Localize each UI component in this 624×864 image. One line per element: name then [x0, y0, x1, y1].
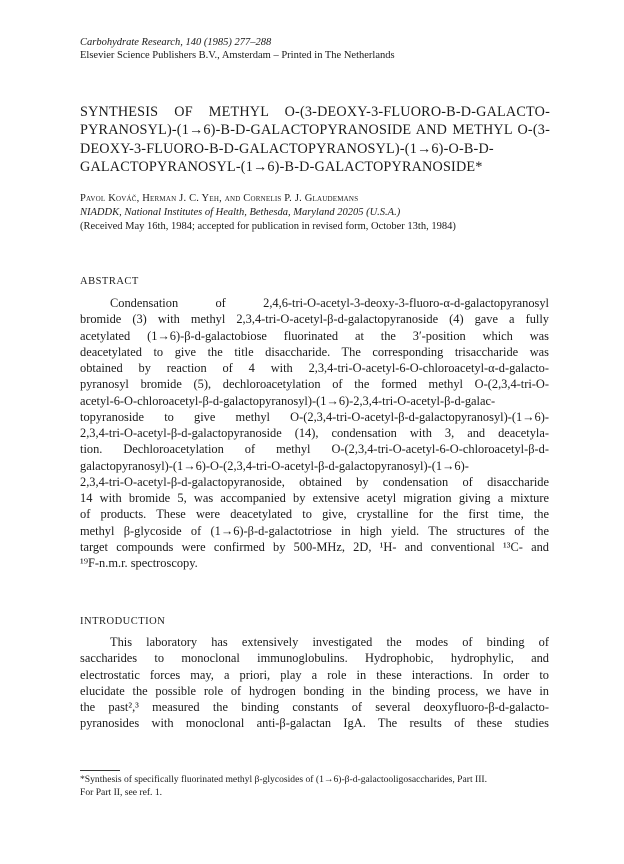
abstract-line: target compounds were confirmed by 500-MHz, 2D, ¹H- and conventional ¹³C- and: [80, 539, 549, 554]
abstract-line: methyl β-glycoside of (1→6)-β-d-galactotriose in high yield. The structures of the: [80, 523, 549, 538]
intro-line: pyranosides with monoclonal anti-β-galactan IgA. The results of these studies: [80, 716, 549, 731]
abstract-line: galactopyranosyl)-(1→6)-O-(2,3,4-tri-O-acetyl-β-d-galactopyranosyl)-(1→6)-: [80, 458, 469, 473]
abstract-heading: ABSTRACT: [80, 276, 139, 287]
intro-line: saccharides to monoclonal immunoglobulins. Hydrophobic, hydrophylic, and: [80, 651, 549, 666]
abstract-line: acetyl-6-O-chloroacetyl-β-d-galactopyranosyl)-(1→6)-2,3,4-tri-O-acetyl-β-d-galac-: [80, 393, 496, 408]
received-dates: (Received May 16th, 1984; accepted for publication in revised form, October 13th, 1984): [80, 221, 456, 232]
footnote-rule: [80, 770, 120, 771]
abstract-line: 14 with bromide 5, was accompanied by extensive acetyl migration giving a mixture: [80, 491, 549, 505]
journal-citation: Carbohydrate Research, 140 (1985) 277–288: [80, 37, 272, 48]
intro-line: the past²,³ measured the binding constants of several deoxyfluoro-β-d-galacto-: [80, 700, 549, 714]
footnote-line: For Part II, see ref. 1.: [80, 787, 163, 798]
abstract-line: 2,3,4-tri-O-acetyl-β-d-galactopyranoside, obtained by condensation of disaccharide: [80, 474, 549, 489]
journal-header: [80, 36, 395, 62]
intro-line: This laboratory has extensively investigated the modes of binding of: [110, 635, 549, 649]
abstract-line: ¹⁹F-n.m.r. spectroscopy.: [80, 556, 198, 570]
introduction-text: [80, 634, 549, 732]
abstract-line: bromide (3) with methyl 2,3,4-tri-O-acetyl-β-d-galactopyranoside (4) gave a fully: [80, 312, 549, 327]
introduction-heading: INTRODUCTION: [80, 616, 166, 627]
intro-line: electrostatic forces may, a priori, play a role in these interactions. In order to: [80, 667, 549, 682]
footnote: [80, 773, 550, 799]
abstract-line: acetylated (1→6)-β-d-galactobiose fluorinated at the 3′-position which was: [80, 328, 549, 343]
abstract-line: of products. These were deacetylated to give, crystalline for the first time, the: [80, 507, 549, 522]
abstract-text: [80, 295, 549, 571]
title-line: DEOXY-3-FLUORO-Β-D-GALACTOPYRANOSYL)-(1→6)-O-Β-D-: [80, 140, 494, 157]
title-line: GALACTOPYRANOSYL-(1→6)-Β-D-GALACTOPYRANOSIDE*: [80, 159, 483, 176]
title-line: SYNTHESIS OF METHYL O-(3-DEOXY-3-FLUORO-Β-D-GALACTO-: [80, 104, 550, 120]
abstract-line: pyranosyl bromide (5), dechloroacetylation of the formed methyl O-(2,3,4-tri-O-: [80, 377, 549, 392]
affiliation: NIADDK, National Institutes of Health, Bethesda, Maryland 20205 (U.S.A.): [80, 207, 401, 218]
abstract-line: obtained by reaction of 4 with 2,3,4-tri-O-acetyl-6-O-chloroacetyl-α-d-galacto-: [80, 361, 549, 375]
abstract-line: 2,3,4-tri-O-acetyl-β-d-galactopyranoside (14), condensation with 3, and deacetyla-: [80, 426, 549, 440]
abstract-line: Condensation of 2,4,6-tri-O-acetyl-3-deoxy-3-fluoro-α-d-galactopyranosyl: [110, 296, 549, 310]
abstract-line: deacetylated to give the title disaccharide. The corresponding trisaccharide was: [80, 344, 549, 359]
publisher-line: Elsevier Science Publishers B.V., Amsterdam – Printed in The Netherlands: [80, 50, 395, 61]
article-title: [80, 103, 550, 177]
footnote-line: *Synthesis of specifically fluorinated methyl β-glycosides of (1→6)-β-d-galactooligosaccharides, Part III.: [80, 774, 487, 785]
author-list: Pavol Kováč, Herman J. C. Yeh, and Cornelis P. J. Glaudemans: [80, 193, 359, 204]
abstract-line: topyranoside to give methyl O-(2,3,4-tri-O-acetyl-β-d-galactopyranosyl)-(1→6)-: [80, 409, 549, 424]
intro-line: elucidate the possible role of hydrogen bonding in the binding process, we have in: [80, 683, 549, 698]
title-line: PYRANOSYL)-(1→6)-Β-D-GALACTOPYRANOSIDE AND METHYL O-(3-: [80, 122, 550, 139]
abstract-line: tion. Dechloroacetylation of methyl O-(2,3,4-tri-O-acetyl-6-O-chloroacetyl-β-d-: [80, 442, 549, 457]
